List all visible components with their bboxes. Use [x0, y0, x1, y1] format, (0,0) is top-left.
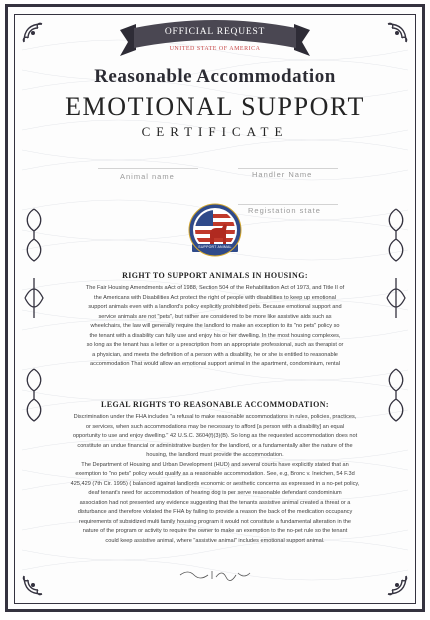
- paragraph-line: The Department of Housing and Urban Development (HUD) and several courts have explicitly stated that an: [81, 461, 349, 468]
- section-legal-paragraph: [30, 413, 400, 546]
- registration-state-label: Registation state: [248, 206, 321, 215]
- handler-name-line: [238, 168, 338, 169]
- certificate-title: EMOTIONAL SUPPORT: [65, 92, 365, 121]
- corner-ornament-top-right-icon: [384, 20, 410, 46]
- ribbon-label: OFFICIAL REQUEST: [164, 27, 266, 37]
- paragraph-line: 425,429 (7th Cir. 1995) ( balanced against landlords economic or aesthetic concerns as expressed in a no-pet policy,: [70, 480, 360, 487]
- paragraph-line: so long as the tenant has a letter or a prescription from an appropriate professional, such as therapist or: [86, 342, 344, 348]
- paragraph-line: accommodation That would allow an emotional support animal in the apartment, condominium, rental: [90, 361, 340, 367]
- section-housing-paragraph: [48, 284, 382, 370]
- signature-flourish: [178, 567, 252, 581]
- paragraph-line: a physician, and meets the definition of a person with a disability, he or she is entitled to reasonable: [92, 351, 338, 358]
- corner-ornament-top-left-icon: [20, 20, 46, 46]
- paragraph-line: deaf tenant's need for accommodation of hearing dog is per serve reasonable defendant condominium: [88, 490, 342, 496]
- support-animal-seal-icon: [186, 202, 244, 262]
- animal-name-label: Animal name: [120, 172, 175, 181]
- corner-ornament-bottom-right-icon: [384, 572, 410, 598]
- paragraph-line: nature of the program or activity to require the owner to make an exemption to the no-pet rule so the tenant: [82, 528, 348, 534]
- handler-name-label: Handler Name: [252, 170, 313, 179]
- paragraph-line: The Fair Housing Amendments aAct of 1988, Section 504 of the Rehabilitation Act of 1973, and Title II of: [85, 285, 345, 291]
- side-ornament-left-upper-icon: [21, 205, 47, 265]
- section-legal-heading: LEGAL RIGHTS TO REASONABLE ACCOMMODATION:: [101, 400, 329, 409]
- paragraph-line: or services, when such accommodations may be necessary to afford [a person with a disability] an equal: [85, 423, 345, 430]
- paragraph-line: constitute an undue financial or administrative burden for the landlord, or a fundamentally alter the nature of the: [77, 442, 353, 449]
- registration-state-line: [238, 204, 338, 205]
- paragraph-line: could keep assistive animal, where "assistive animal" includes emotional support animal.: [105, 537, 325, 544]
- script-title: Reasonable Accommodation: [94, 66, 336, 87]
- paragraph-line: Discrimination under the FHA includes "a refusal to make reasonable accommodations in rules, policies, practices,: [73, 414, 357, 420]
- country-label: UNITED STATE OF AMERICA: [169, 46, 261, 52]
- paragraph-line: the tenant with a disability can fully use and enjoy his or her dwelling. In the most housing complexes,: [89, 332, 341, 339]
- paragraph-line: disturbance and therefore violated the FHA by failing to provide a reason the back of the medication occupancy: [77, 509, 353, 515]
- animal-name-line: [98, 168, 198, 169]
- paragraph-line: opportunity to use and enjoy dwelling." 42 U.S.C. 3604(f)(3)(B). So long as the requested accommodation does not: [72, 433, 358, 439]
- section-housing-heading: RIGHT TO SUPPORT ANIMALS IN HOUSING:: [122, 271, 308, 280]
- paragraph-line: service animals are not "pets", but rather are considered to be more like assistive aids such as: [98, 313, 332, 320]
- paragraph-line: association had not presented any evidence suggesting that the tenants assistive animal created a threat or a: [79, 499, 351, 506]
- side-ornament-right-upper-icon: [383, 205, 409, 265]
- paragraph-line: the Americans with Disabilities Act protect the right of people with disabilities to keep up emotional: [94, 294, 336, 301]
- paragraph-line: exemption to "no pets" policy would qualify as a reasonable accommodation. See, e.g, Bronc v. Ineichen, 54 F.3d: [75, 471, 355, 477]
- corner-ornament-bottom-left-icon: [20, 572, 46, 598]
- paragraph-line: housing, the landlord must provide the accommodation.: [146, 452, 284, 458]
- paragraph-line: requirements of subsidized multi family housing program it would not constitute a fundamental alteration in the: [78, 518, 352, 525]
- paragraph-line: wheelchairs, the law will generally require the landlord to make an exception to its "no pets" policy so: [90, 323, 340, 329]
- paragraph-line: support animals even with a landlord's policy explicitly prohibited pets. Because emotional support and: [88, 304, 342, 310]
- certificate-subtitle: CERTIFICATE: [141, 124, 289, 139]
- seal-text: SUPPORT ANIMAL: [198, 245, 232, 249]
